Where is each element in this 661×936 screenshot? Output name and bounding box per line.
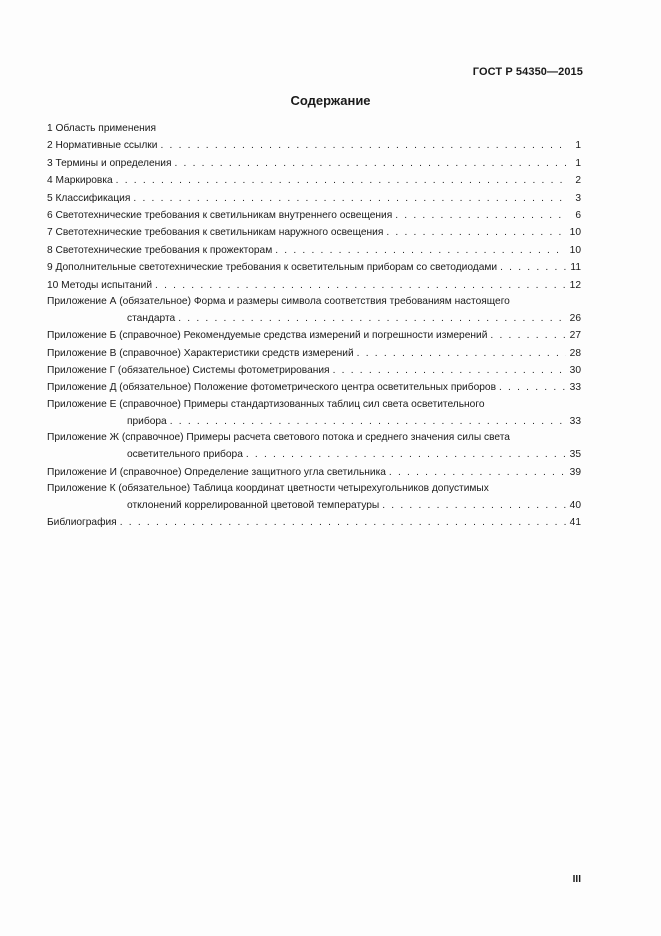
toc-entry[interactable] — [47, 327, 581, 344]
toc-entry[interactable] — [47, 259, 581, 276]
toc-entry-label: 4 Маркировка — [47, 175, 113, 187]
toc-entry-page: 40 — [569, 500, 581, 512]
table-of-contents — [47, 120, 581, 532]
toc-entry-label: Приложение Г (обязательное) Системы фотометрирования — [47, 365, 330, 377]
dot-leader — [155, 277, 566, 294]
toc-entry-page: 10 — [569, 227, 581, 239]
toc-entry-label: 3 Термины и определения — [47, 157, 172, 169]
dot-leader — [333, 362, 566, 379]
toc-entry[interactable] — [47, 207, 581, 224]
dot-leader — [170, 413, 566, 430]
toc-entry-label: 1 Область применения — [47, 123, 156, 134]
toc-entry-label: Приложение Д (обязательное) Положение фотометрического центра осветительных приборов — [47, 382, 496, 394]
toc-entry[interactable] — [47, 120, 581, 137]
toc-entry-label: 6 Светотехнические требования к светильникам внутреннего освещения — [47, 209, 393, 221]
toc-entry[interactable] — [47, 137, 581, 154]
toc-entry[interactable] — [47, 464, 581, 481]
toc-entry-page: 39 — [569, 466, 581, 478]
toc-entry[interactable] — [47, 362, 581, 379]
toc-entry[interactable] — [47, 514, 581, 531]
toc-entry-page: 1 — [575, 140, 581, 152]
toc-entry-page: 3 — [575, 192, 581, 204]
toc-entry-page: 1 — [575, 157, 581, 169]
toc-entry-page: 28 — [569, 347, 581, 359]
toc-entry-page: 33 — [569, 415, 581, 427]
toc-entry-label: 7 Светотехнические требования к светильникам наружного освещения — [47, 227, 384, 239]
toc-entry-label: Приложение Ж (справочное) Примеры расчета светового потока и среднего значения силы света — [47, 432, 510, 444]
toc-entry[interactable] — [47, 345, 581, 362]
toc-entry-label: 10 Методы испытаний — [47, 279, 153, 291]
dot-leader — [500, 259, 566, 276]
toc-entry-continuation[interactable] — [47, 446, 581, 463]
toc-entry[interactable] — [47, 294, 581, 310]
toc-entry-label-continued: стандарта — [127, 312, 176, 324]
toc-entry-page: 30 — [569, 365, 581, 377]
toc-entry-label: Приложение В (справочное) Характеристики средств измерений — [47, 347, 354, 359]
toc-entry-label: Приложение К (обязательное) Таблица координат цветности четырехугольников допустимых — [47, 483, 489, 495]
toc-entry-page: 10 — [569, 244, 581, 256]
toc-entry-label-continued: осветительного прибора — [127, 449, 243, 461]
dot-leader — [160, 137, 566, 154]
dot-leader — [178, 310, 566, 327]
toc-entry-page: 41 — [569, 517, 581, 529]
toc-entry[interactable] — [47, 379, 581, 396]
toc-entry[interactable] — [47, 277, 581, 294]
toc-entry-label: Приложение Б (справочное) Рекомендуемые средства измерений и погрешности измерений — [47, 330, 488, 342]
toc-entry[interactable] — [47, 155, 581, 172]
dot-leader — [395, 207, 566, 224]
toc-entry-label-continued: прибора — [127, 415, 167, 427]
toc-entry-continuation[interactable] — [47, 497, 581, 514]
dot-leader — [389, 464, 566, 481]
dot-leader — [246, 446, 566, 463]
dot-leader — [174, 155, 566, 172]
toc-entry-page: 26 — [569, 312, 581, 324]
toc-entry-page: 33 — [569, 382, 581, 394]
dot-leader — [386, 224, 566, 241]
page-title: Содержание — [290, 93, 371, 108]
toc-entry[interactable] — [47, 481, 581, 497]
toc-entry-page: 12 — [569, 279, 581, 291]
toc-entry-label: Приложение Е (справочное) Примеры стандартизованных таблиц сил света осветительного — [47, 398, 485, 410]
dot-leader — [120, 514, 566, 531]
toc-entry-label: 5 Классификация — [47, 192, 131, 204]
toc-entry[interactable] — [47, 190, 581, 207]
toc-entry-label: Приложение А (обязательное) Форма и размеры символа соответствия требованиям настоящего — [47, 295, 510, 307]
dot-leader — [382, 497, 566, 514]
dot-leader — [116, 172, 566, 189]
dot-leader — [133, 190, 566, 207]
toc-entry[interactable] — [47, 430, 581, 446]
toc-entry[interactable] — [47, 242, 581, 259]
dot-leader — [499, 379, 566, 396]
toc-entry[interactable] — [47, 224, 581, 241]
toc-entry-label: 9 Дополнительные светотехнические требования к осветительным приборам со светодиодами — [47, 262, 498, 274]
toc-entry-label: Библиография — [47, 517, 117, 529]
toc-entry-page: 11 — [570, 262, 581, 274]
toc-entry-label-continued: отклонений коррелированной цветовой температуры — [127, 500, 380, 512]
toc-entry[interactable] — [47, 397, 581, 413]
toc-entry-page: 27 — [569, 330, 581, 342]
dot-leader — [275, 242, 566, 259]
document-number: ГОСТ Р 54350—2015 — [472, 66, 583, 78]
toc-entry-label: Приложение И (справочное) Определение защитного угла светильника — [47, 466, 386, 478]
page-number: III — [572, 874, 581, 885]
toc-entry-continuation[interactable] — [47, 413, 581, 430]
toc-entry-label: 2 Нормативные ссылки — [47, 140, 158, 152]
toc-entry-label: 8 Светотехнические требования к прожекторам — [47, 244, 273, 256]
toc-entry[interactable] — [47, 172, 581, 189]
dot-leader — [490, 327, 566, 344]
toc-entry-page: 2 — [575, 175, 581, 187]
toc-entry-page: 35 — [569, 449, 581, 461]
dot-leader — [357, 345, 566, 362]
toc-entry-page: 6 — [575, 209, 581, 221]
toc-entry-continuation[interactable] — [47, 310, 581, 327]
